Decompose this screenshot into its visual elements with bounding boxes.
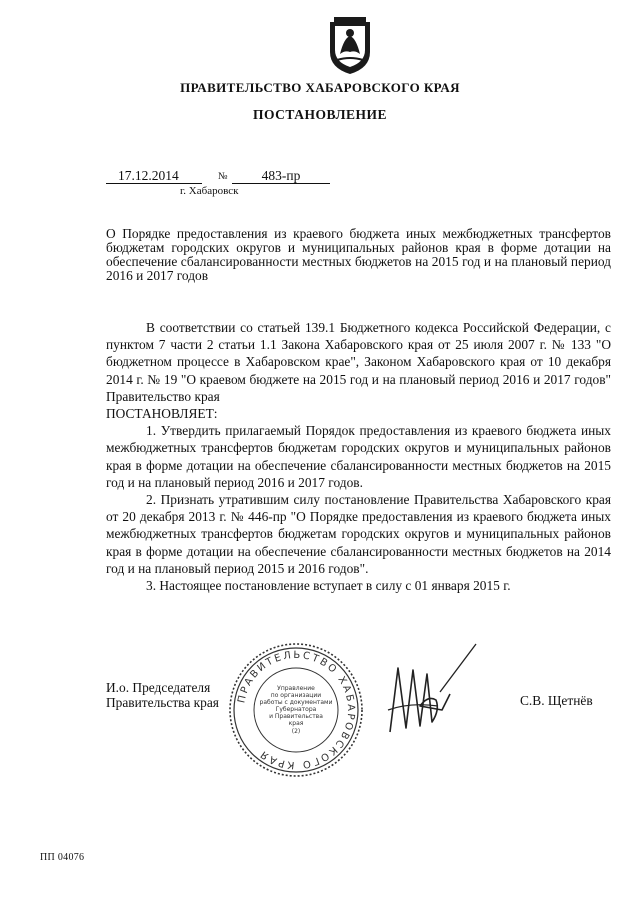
coat-of-arms-emblem: [326, 16, 374, 76]
number-sign: №: [218, 171, 228, 182]
item-2-paragraph: 2. Признать утратившим силу постановление Правительства Хабаровского края от 20 декабря 2013 г. № 446-пр "О Порядке предоставления из краевого бюджета иных межбюджетных трансфертов бюджетам городских округов и муниципальных районов края в форме дотации на обеспечение сбалансированности местных бюджетов на 2014 год и на плановый период 2015 и 2016 годов".: [106, 492, 611, 576]
svg-text:(2): (2): [291, 728, 301, 735]
document-type: ПОСТАНОВЛЕНИЕ: [252, 107, 388, 122]
svg-text:края: края: [288, 720, 304, 727]
svg-text:по организации: по организации: [270, 692, 322, 699]
government-name: ПРАВИТЕЛЬСТВО ХАБАРОВСКОГО КРАЯ: [180, 80, 460, 95]
document-date: 17.12.2014: [106, 168, 202, 184]
footer-code: ПП 04076: [40, 852, 85, 863]
handwritten-signature: [380, 640, 480, 740]
resolves-heading: ПОСТАНОВЛЯЕТ:: [106, 406, 218, 422]
document-number: 483-пр: [232, 168, 330, 184]
svg-text:работы с документами: работы с документами: [259, 699, 333, 706]
signer-position-line-1: И.о. Председателя: [106, 680, 211, 695]
svg-text:Губернатора: Губернатора: [275, 706, 317, 713]
document-body: [106, 319, 611, 594]
signer-name: С.В. Щетнёв: [520, 693, 593, 708]
signer-position-line-2: Правительства края: [106, 695, 219, 710]
preamble-paragraph: В соответствии со статьей 139.1 Бюджетного кодекса Российской Федерации, с пунктом 7 части 2 статьи 1.1 Закона Хабаровского края от 25 июля 2007 г. № 133 "О бюджетном процессе в Хабаровском крае", Законом Хабаровского края от 10 декабря 2014 г. № 19 "О краевом бюджете на 2015 год и на плановый период 2016 и 2017 годов" Правительство края: [106, 320, 611, 404]
official-stamp-seal: [226, 640, 366, 780]
document-subject: О Порядке предоставления из краевого бюджета иных межбюджетных трансфертов бюджетам городских округов и муниципальных районов края в форме дотации на обеспечение сбалансированности местных бюджетов на 2015 год и на плановый период 2016 и 2017 годов: [106, 226, 611, 283]
document-city: г. Хабаровск: [180, 185, 239, 197]
svg-text:ПРАВИТЕЛЬСТВО ХАБАРОВСКОГО КРА: ПРАВИТЕЛЬСТВО ХАБАРОВСКОГО КРАЯ: [236, 649, 357, 771]
item-1-paragraph: 1. Утвердить прилагаемый Порядок предоставления из краевого бюджета иных межбюджетных трансфертов бюджетам городских округов и муниципальных районов края в форме дотации на обеспечение сбалансированности местных бюджетов на 2015 год и на плановый период 2016 и 2017 годов.: [106, 423, 611, 490]
svg-text:и Правительства: и Правительства: [269, 713, 323, 720]
svg-text:Управление: Управление: [277, 685, 315, 692]
item-3-paragraph: 3. Настоящее постановление вступает в силу с 01 января 2015 г.: [146, 578, 511, 594]
